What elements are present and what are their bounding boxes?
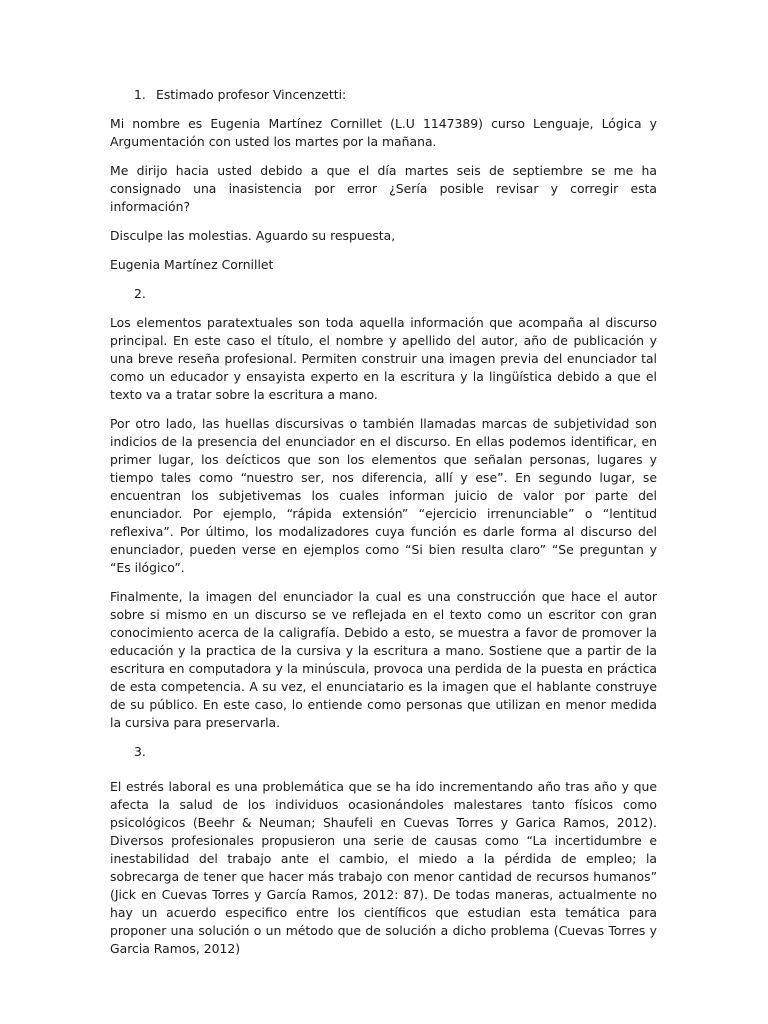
section-1-title: Estimado profesor Vincenzetti: <box>156 87 347 102</box>
paragraph: Los elementos paratextuales son toda aquella información que acompaña al discurso principal. En este caso el título, el nombre y apellido del autor, año de publicación y una breve reseña profesional. Permiten construir una imagen previa del enunciador tal como un educador y ensayista experto en la escritura y la lingüística debido a que el texto va a tratar sobre la escritura a mano. <box>110 315 657 402</box>
section-3-number: 3. <box>134 744 146 759</box>
paragraph: El estrés laboral es una problemática que se ha ido incrementando año tras año y que afecta la salud de los individuos ocasionándoles malestares tanto físicos como psicológicos (Beehr & Neuman; Shaufeli en Cuevas Torres y Garica Ramos, 2012). Diversos profesionales propusieron una serie de causas como “La incertidumbre e inestabilidad del trabajo ante el cambio, el miedo a la pérdida de empleo; la sobrecarga de tener que hacer más trabajo con menor cantidad de recursos humanos” (Jick en Cuevas Torres y García Ramos, 2012: 87). De todas maneras, actualmente no hay un acuerdo especifico entre los científicos que estudian esta temática para proponer una solución o un método que de solución a dicho problema (Cuevas Torres y Garcia Ramos, 2012) <box>110 779 657 956</box>
paragraph: Mi nombre es Eugenia Martínez Cornillet (L.U 1147389) curso Lenguaje, Lógica y Argumentación con usted los martes por la mañana. <box>110 116 657 149</box>
section-2-heading <box>110 285 657 303</box>
paragraph: Finalmente, la imagen del enunciador la cual es una construcción que hace el autor sobre si mismo en un discurso se ve reflejada en el texto como un escritor con gran conocimiento acerca de la caligrafía. Debido a esto, se muestra a favor de promover la educación y la practica de la cursiva y la escritura a mano. Sostiene que a partir de la escritura en computadora y la minúscula, provoca una perdida de la puesta en práctica de esta competencia. A su vez, el enunciatario es la imagen que el hablante construye de su público. En este caso, lo entiende como personas que utilizan en menor medida la cursiva para preservarla. <box>110 589 657 730</box>
section-1-heading <box>110 86 657 104</box>
section-1-number: 1. <box>134 87 146 102</box>
document-page <box>110 86 657 969</box>
section-2-number: 2. <box>134 286 146 301</box>
signature: Eugenia Martínez Cornillet <box>110 257 274 272</box>
paragraph: Por otro lado, las huellas discursivas o también llamadas marcas de subjetividad son indicios de la presencia del enunciador en el discurso. En ellas podemos identificar, en primer lugar, los deícticos que son los elementos que señalan personas, lugares y tiempo tales como “nuestro ser, nos diferencia, allí y ese”. En segundo lugar, se encuentran los subjetivemas los cuales informan juicio de valor por parte del enunciador. Por ejemplo, “rápida extensión” “ejercicio irrenunciable” o “lentitud reflexiva”. Por último, los modalizadores cuya función es darle forma al discurso del enunciador, pueden verse en ejemplos como “Si bien resulta claro” “Se preguntan y “Es ilógico”. <box>110 416 657 575</box>
paragraph: Me dirijo hacia usted debido a que el día martes seis de septiembre se me ha consignado una inasistencia por error ¿Sería posible revisar y corregir esta información? <box>110 163 657 214</box>
paragraph: Disculpe las molestias. Aguardo su respuesta, <box>110 228 396 243</box>
section-3-heading <box>110 743 657 761</box>
